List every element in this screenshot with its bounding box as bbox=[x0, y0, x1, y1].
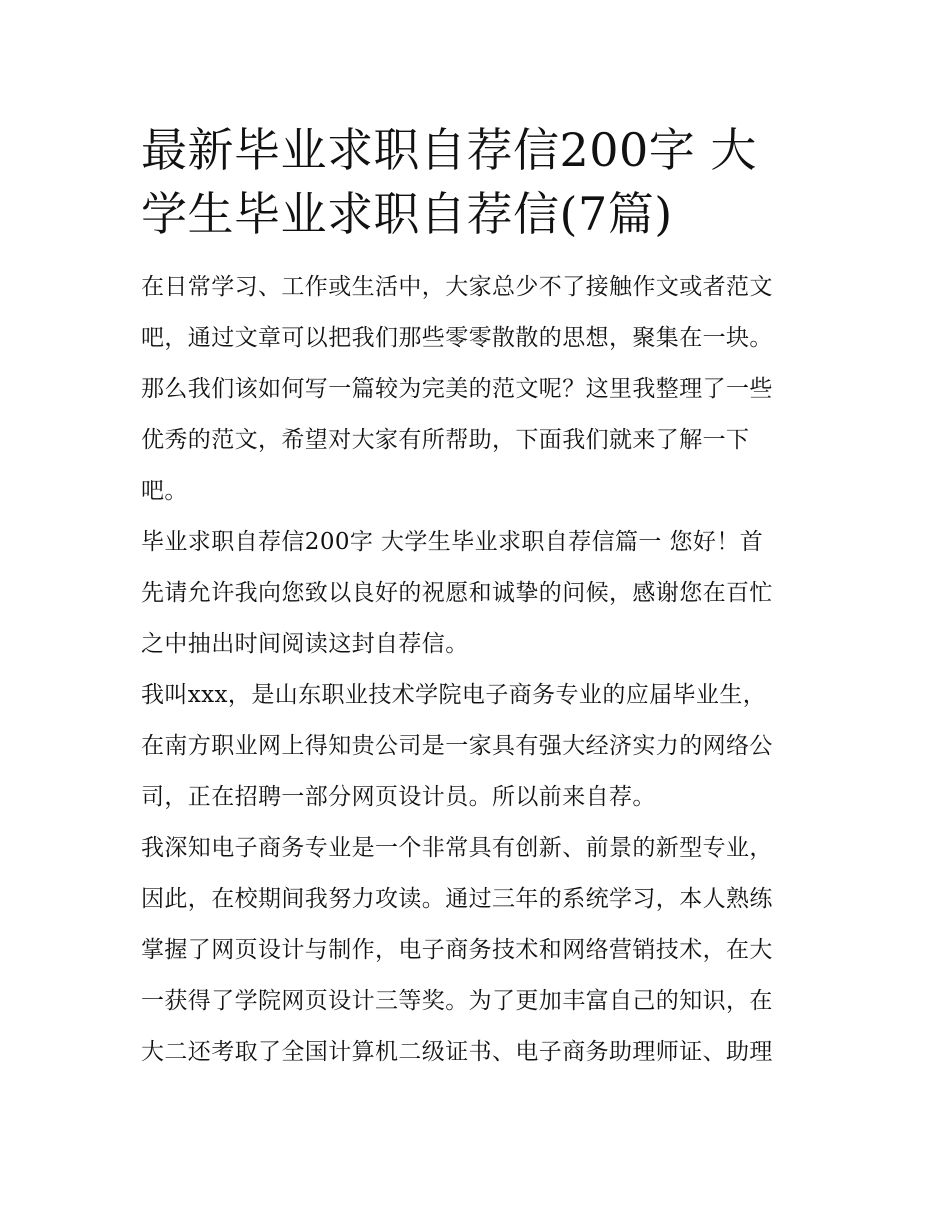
education-paragraph bbox=[141, 823, 813, 1078]
text-line: 因此，在校期间我努力攻读。通过三年的系统学习，本人熟练 bbox=[141, 886, 773, 912]
text-line: 在日常学习、工作或生活中，大家总少不了接触作文或者范文 bbox=[141, 274, 773, 300]
self-introduction-paragraph bbox=[141, 670, 813, 823]
document-content bbox=[141, 118, 813, 1078]
text-line: 吧。 bbox=[141, 478, 188, 504]
text-line: 在南方职业网上得知贵公司是一家具有强大经济实力的网络公 bbox=[141, 733, 773, 759]
title-line: 最新毕业求职自荐信200字 大 bbox=[141, 123, 757, 177]
text-line: 吧，通过文章可以把我们那些零零散散的思想，聚集在一块。 bbox=[141, 325, 773, 351]
title-line: 学生毕业求职自荐信(7篇) bbox=[141, 187, 673, 241]
text-line: 我叫xxx，是山东职业技术学院电子商务专业的应届毕业生， bbox=[141, 682, 767, 708]
text-line: 掌握了网页设计与制作，电子商务技术和网络营销技术，在大 bbox=[141, 937, 773, 963]
document-title bbox=[141, 118, 813, 246]
text-line: 司，正在招聘一部分网页设计员。所以前来自荐。 bbox=[141, 784, 656, 810]
text-line: 毕业求职自荐信200字 大学生毕业求职自荐信篇一 您好！首 bbox=[141, 529, 764, 555]
text-line: 大二还考取了全国计算机二级证书、电子商务助理师证、助理 bbox=[141, 1039, 773, 1065]
text-line: 那么我们该如何写一篇较为完美的范文呢？这里我整理了一些 bbox=[141, 376, 773, 402]
greeting-paragraph bbox=[141, 517, 813, 670]
text-line: 一获得了学院网页设计三等奖。为了更加丰富自己的知识，在 bbox=[141, 988, 773, 1014]
text-line: 之中抽出时间阅读这封自荐信。 bbox=[141, 631, 469, 657]
intro-paragraph bbox=[141, 262, 813, 517]
text-line: 先请允许我向您致以良好的祝愿和诚挚的问候，感谢您在百忙 bbox=[141, 580, 773, 606]
text-line: 优秀的范文，希望对大家有所帮助，下面我们就来了解一下 bbox=[141, 427, 750, 453]
text-line: 我深知电子商务专业是一个非常具有创新、前景的新型专业， bbox=[141, 835, 773, 861]
